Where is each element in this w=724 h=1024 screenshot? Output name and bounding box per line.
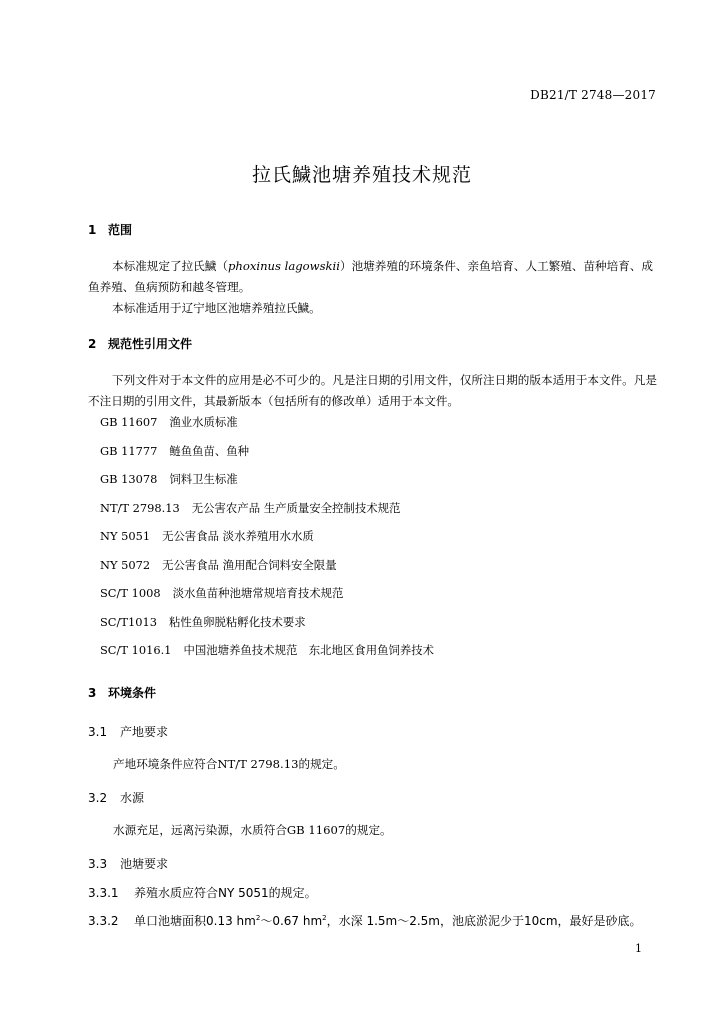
section-2-body (88, 370, 658, 412)
section-3-3-1: 3.3.1 养殖水质应符合NY 5051的规定。 (88, 886, 317, 900)
scope-paragraph: 本标准规定了拉氏鱥（phoxinus lagowskii）池塘养殖的环境条件、亲鱼培育、人工繁殖、苗种培育、成鱼养殖、鱼病预防和越冬管理。 (88, 259, 654, 294)
normative-references-paragraph: 下列文件对于本文件的应用是必不可少的。凡是注日期的引用文件，仅所注日期的版本适用于本文件。凡是不注日期的引用文件，其最新版本（包括所有的修改单）适用于本文件。 (88, 373, 657, 408)
section-3-3-2: 3.3.2 单口池塘面积0.13 $hm^2\sim 0.67$ $hm^2$，水深 1.5m～2.5m，池底淤泥少于10cm，最好是砂底。 (88, 914, 642, 928)
reference-item: NY 5051 无公害食品 淡水养殖用水水质 (100, 529, 314, 543)
section-3-2-heading: 3.2 水源 (88, 791, 145, 805)
section-3-3-heading: 3.3 池塘要求 (88, 857, 169, 871)
reference-item: SC/T1013 粘性鱼卵脱粘孵化技术要求 (100, 615, 306, 629)
section-3-1-heading: 3.1 产地要求 (88, 725, 169, 739)
reference-item: SC/T 1008 淡水鱼苗种池塘常规培育技术规范 (100, 586, 344, 600)
reference-item: GB 11777 鲢鱼鱼苗、鱼种 (100, 444, 250, 458)
section-title: 规范性引用文件 (108, 337, 193, 351)
section-number: 2 (88, 337, 97, 351)
reference-item: NT/T 2798.13 无公害农产品 生产质量安全控制技术规范 (100, 501, 401, 515)
section-3-2-text: 水源充足，远离污染源，水质符合GB 11607的规定。 (113, 823, 392, 837)
section-number: 1 (88, 223, 97, 237)
page-number: 1 (635, 942, 642, 955)
section-2-heading (88, 335, 192, 352)
latin-name: phoxinus lagowskii (227, 259, 340, 273)
reference-item: GB 13078 饲料卫生标准 (100, 472, 238, 486)
section-number: 3 (88, 686, 97, 700)
document-title: 拉氏鱥池塘养殖技术规范 (251, 164, 472, 186)
section-title: 环境条件 (108, 686, 157, 700)
section-1-body (88, 256, 658, 319)
document-number: DB21/T 2748—2017 (530, 88, 656, 102)
section-3-1-text: 产地环境条件应符合NT/T 2798.13的规定。 (113, 757, 345, 771)
reference-item: GB 11607 渔业水质标准 (100, 415, 238, 429)
section-1-heading (88, 221, 132, 238)
applicability-paragraph: 本标准适用于辽宁地区池塘养殖拉氏鱥。 (112, 301, 321, 315)
section-title: 范围 (108, 223, 133, 237)
reference-item: SC/T 1016.1 中国池塘养鱼技术规范 东北地区食用鱼饲养技术 (100, 643, 435, 657)
reference-item: NY 5072 无公害食品 渔用配合饲料安全限量 (100, 558, 337, 572)
section-3-heading (88, 684, 156, 701)
